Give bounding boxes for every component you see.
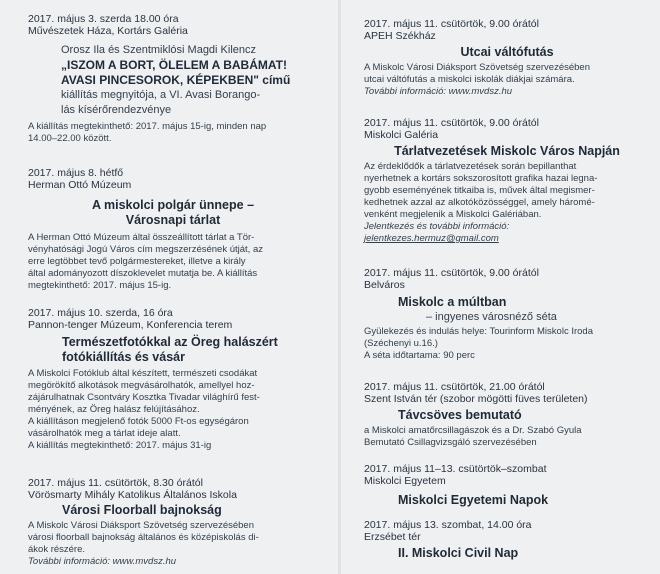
- event-venue: Művészetek Háza, Kortárs Galéria: [28, 25, 188, 37]
- event-venue: Belváros: [364, 279, 405, 291]
- body-line: gyobb eseményének titkaiba is, művek által megismer-: [364, 185, 595, 196]
- event-venue: Herman Ottó Múzeum: [28, 179, 132, 191]
- event-line: Orosz Ila és Szentmiklósi Magdi Kilencz: [61, 44, 257, 56]
- body-line: megtekinthető: 2017. május 15-ig.: [28, 280, 172, 291]
- event-venue: Szent István tér (szobor mögötti füves területen): [364, 393, 588, 405]
- body-line: A Miskolc Városi Diáksport Szövetség szervezésében: [28, 520, 254, 531]
- event-more-info-link-line: [364, 233, 650, 245]
- body-line: által adományozott díszoklevelet mutatja be. A kiállítás: [28, 268, 258, 279]
- event-card: [348, 117, 660, 245]
- body-line: A Miskolc Városi Diáksport Szövetség szervezésében: [364, 62, 590, 73]
- body-line: (Széchenyi u.16.): [364, 338, 438, 349]
- body-line: utcai váltófutás a miskolci iskolák diákjai számára.: [364, 74, 575, 85]
- event-title: Utcai váltófutás: [460, 45, 554, 59]
- event-more-info: [28, 556, 318, 568]
- event-card: [348, 381, 660, 449]
- event-title: Miskolci Egyetemi Napok: [398, 493, 549, 507]
- event-line: lás kísérőrendezvénye: [61, 104, 172, 116]
- body-line: a Miskolci amatőrcsillagászok és a Dr. Szabó Gyula: [364, 425, 582, 436]
- event-date: 2017. május 11. csütörtök, 21.00 órától: [364, 381, 545, 393]
- event-card: [348, 18, 660, 98]
- event-card: [0, 477, 332, 568]
- event-venue: Miskolci Galéria: [364, 129, 439, 141]
- event-line: kiállítás megnyitója, a VI. Avasi Borango-: [61, 89, 261, 101]
- event-more-info: [364, 86, 650, 98]
- body-line: ményének, az Öreg halász felújításához.: [28, 404, 200, 415]
- event-date: 2017. május 11–13. csütörtök–szombat: [364, 463, 547, 475]
- event-card: [0, 167, 332, 292]
- event-venue: Pannon-tenger Múzeum, Konferencia terem: [28, 319, 233, 331]
- body-line: Az érdeklődők a tárlatvezetések során bepillanthat: [364, 161, 577, 172]
- more-info-label: További információ:: [28, 556, 111, 567]
- right-column: [348, 0, 660, 574]
- event-more-info: [364, 221, 650, 233]
- event-title: fotókiállítás és vásár: [62, 350, 185, 364]
- event-body: [364, 62, 650, 86]
- event-date: 2017. május 11. csütörtök, 9.00 órától: [364, 18, 539, 30]
- more-info-link[interactable]: jelentkezes.hermuz@gmail.com: [364, 233, 499, 244]
- event-footer: A kiállítás megtekinthető: 2017. május 15-ig, minden nap: [28, 121, 267, 132]
- body-line: A kiállításon megjelenő fotók 5000 Ft-os egységáron: [28, 416, 249, 427]
- event-venue: Erzsébet tér: [364, 531, 421, 543]
- event-title: Miskolc a múltban: [398, 295, 507, 309]
- event-quote-title: „ISZOM A BORT, ÖLELEM A BABÁMAT!: [61, 58, 287, 72]
- event-title: Távcsöves bemutató: [398, 408, 522, 422]
- event-title: II. Miskolci Civil Nap: [398, 546, 519, 560]
- event-description: [28, 37, 318, 118]
- more-info-link[interactable]: www.mvdsz.hu: [448, 86, 513, 97]
- event-date: 2017. május 3. szerda 18.00 óra: [28, 13, 179, 25]
- event-date: 2017. május 13. szombat, 14.00 óra: [364, 519, 532, 531]
- body-line: zájárulhatnak Csontváry Kosztka Tivadar világhírű fest-: [28, 392, 260, 403]
- event-date: 2017. május 11. csütörtök, 9.00 órától: [364, 267, 539, 279]
- event-body: [364, 425, 650, 449]
- body-line: kedhetnek azzal az alkotóközösséggel, amely háromé-: [364, 197, 595, 208]
- event-footer: 14.00–22.00 között.: [28, 133, 112, 144]
- more-info-label: További információ:: [364, 86, 447, 97]
- event-body: [28, 232, 318, 292]
- event-date: 2017. május 11. csütörtök, 9.00 órától: [364, 117, 539, 129]
- body-line: venként megjelenik a Miskolci Galériában.: [364, 209, 542, 220]
- body-line: Bemutató Csillagvizsgáló szervezésében: [364, 437, 537, 448]
- body-line: A Herman Ottó Múzeum által összeállított tárlat a Tör-: [28, 232, 255, 243]
- event-card: [0, 307, 332, 452]
- event-quote-title: AVASI PINCESOROK, KÉPEKBEN" című: [61, 73, 291, 87]
- body-line: Gyülekezés és indulás helye: Tourinform Miskolc Iroda: [364, 326, 593, 337]
- body-line: A séta időtartama: 90 perc: [364, 350, 475, 361]
- event-date: 2017. május 10. szerda, 16 óra: [28, 307, 173, 319]
- event-card: [0, 13, 332, 145]
- event-title: Városi Floorball bajnokság: [62, 503, 222, 517]
- event-title: Tárlatvezetések Miskolc Város Napján: [394, 144, 620, 158]
- event-card: [348, 267, 660, 362]
- event-venue: APEH Székház: [364, 30, 436, 42]
- event-card: [348, 463, 660, 508]
- body-line: vényhatósági Jogú Város cím megszerzésének útját, az: [28, 244, 263, 255]
- event-venue: Miskolci Egyetem: [364, 475, 446, 487]
- body-line: A Miskolci Fotóklub által készített, természeti csodákat: [28, 368, 258, 379]
- event-subtitle: – ingyenes városnéző séta: [426, 311, 557, 323]
- event-date: 2017. május 11. csütörtök, 8.30 órától: [28, 477, 203, 489]
- body-line: megörökítő alkotások megvásárolhatók, amellyel hoz-: [28, 380, 255, 391]
- body-line: vásárolhatók meg a tárlat ideje alatt.: [28, 428, 181, 439]
- column-separator: [338, 0, 341, 574]
- body-line: A kiállítás megtekinthető: 2017. május 31-ig: [28, 440, 212, 451]
- body-line: nyerhetnek a kortárs sokszorosított grafika hazai legna-: [364, 173, 598, 184]
- event-body: [364, 326, 650, 362]
- event-body: [364, 161, 650, 221]
- event-title: A miskolci polgár ünnepe –: [91, 198, 255, 212]
- body-line: erre legtöbbet tevő polgármestereket, illetve a király: [28, 256, 246, 267]
- event-venue: Vörösmarty Mihály Katolikus Általános Iskola: [28, 489, 237, 501]
- event-body: [28, 368, 318, 452]
- event-date: 2017. május 8. hétfő: [28, 167, 124, 179]
- event-title: Természetfotókkal az Öreg halászért: [62, 335, 278, 349]
- body-line: városi floorball bajnokság általános és középiskolás di-: [28, 532, 259, 543]
- event-body: [28, 520, 318, 556]
- event-card: [348, 519, 660, 561]
- more-info-link[interactable]: www.mvdsz.hu: [112, 556, 177, 567]
- more-info-label: Jelentkezés és további információ:: [364, 221, 510, 232]
- event-title: Városnapi tárlat: [125, 213, 221, 227]
- body-line: ákok részére.: [28, 544, 86, 555]
